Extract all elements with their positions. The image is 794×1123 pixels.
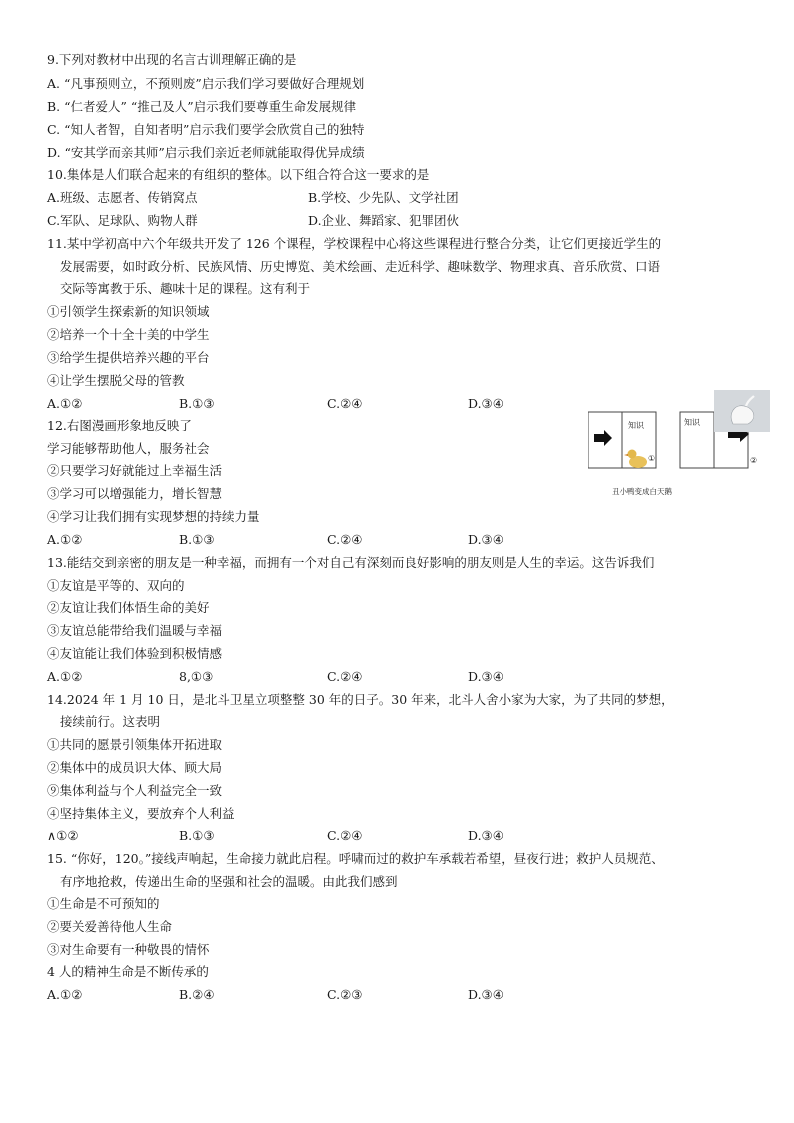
q15-option-d: D.③④ — [468, 987, 504, 1002]
q10-option-a: A.班级、志愿者、传销窝点 — [47, 190, 198, 205]
q9-option-b: B. “仁者爱人” “推己及人”启示我们要尊重生命发展规律 — [47, 99, 357, 114]
q9-option-d: D. “安其学而亲其师”启示我们亲近老师就能取得优异成绩 — [47, 145, 365, 160]
q12-option-c: C.②④ — [327, 532, 363, 547]
book-1-label: 知识 — [628, 421, 644, 430]
q15-stem-line-2: 有序地抢救，传递出生命的坚强和社会的温暖。由此我们感到 — [60, 874, 398, 889]
q11-item-4: ④让学生摆脱父母的管教 — [47, 373, 185, 388]
book-2-label: 知识 — [684, 418, 700, 427]
q12-option-a: A.①② — [47, 532, 83, 547]
figure-caption: 丑小鸭变成白天鹅 — [612, 487, 672, 496]
q15-option-a: A.①② — [47, 987, 83, 1002]
q14-item-1: ①共同的愿景引领集体开拓进取 — [47, 737, 223, 752]
q12-item-3: ③学习可以增强能力，增长智慧 — [47, 486, 223, 501]
q13-option-b: 8,①③ — [179, 669, 214, 684]
q10-option-d: D.企业、舞蹈家、犯罪团伙 — [308, 213, 460, 228]
q13-option-d: D.③④ — [468, 669, 504, 684]
swan-icon — [731, 406, 754, 424]
q11-stem-line-2: 发展需要，如时政分析、民族风情、历史博览、美术绘画、走近科学、趣味数学、物理求真、音乐欣赏、口语 — [60, 259, 661, 274]
q10-option-c: C.军队、足球队、购物人群 — [47, 213, 198, 228]
q11-option-a: A.①② — [47, 396, 83, 411]
q13-option-c: C.②④ — [327, 669, 363, 684]
q13-item-3: ③友谊总能带给我们温暖与幸福 — [47, 623, 223, 638]
q14-item-2: ②集体中的成员识大体、顾大局 — [47, 760, 223, 775]
q13-stem: 13.能结交到亲密的朋友是一种幸福，而拥有一个对自己有深刻而良好影响的朋友则是人生的幸运。这告诉我们 — [47, 555, 655, 570]
cartoon-drawing — [588, 390, 770, 486]
q10-stem: 10.集体是人们联合起来的有组织的整体。以下组合符合这一要求的是 — [47, 167, 430, 182]
q12-cartoon-figure — [588, 390, 770, 500]
q15-option-b: B.②④ — [179, 987, 215, 1002]
q12-item-4: ④学习让我们拥有实现梦想的持续力量 — [47, 509, 260, 524]
q12-item-2: ②只要学习好就能过上幸福生活 — [47, 463, 223, 478]
q11-option-d: D.③④ — [468, 396, 504, 411]
q9-stem: 9.下列对教材中出现的名言古训理解正确的是 — [47, 52, 297, 67]
q9-option-a: A. “凡事预则立，不预则废”启示我们学习要做好合理规划 — [47, 76, 365, 91]
q11-stem-line-3: 交际等寓教于乐、趣味十足的课程。这有利于 — [60, 281, 311, 296]
q11-item-3: ③给学生提供培养兴趣的平台 — [47, 350, 210, 365]
q13-item-2: ②友谊让我们体悟生命的美好 — [47, 600, 210, 615]
q15-item-3: ③对生命要有一种敬畏的情怀 — [47, 942, 210, 957]
q14-item-4: ④坚持集体主义，要放弃个人利益 — [47, 806, 235, 821]
q14-option-d: D.③④ — [468, 828, 504, 843]
q13-item-4: ④友谊能让我们体验到积极情感 — [47, 646, 223, 661]
marker-1: ① — [648, 454, 656, 463]
q11-option-b: B.①③ — [179, 396, 215, 411]
q14-stem-line-2: 接续前行。这表明 — [60, 714, 161, 729]
q9-option-c: C. “知人者智，自知者明”启示我们要学会欣赏自己的独特 — [47, 122, 365, 137]
q15-item-2: ②要关爱善待他人生命 — [47, 919, 173, 934]
q15-item-4: 4 人的精神生命是不断传承的 — [47, 964, 209, 979]
q12-item-1: 学习能够帮助他人，服务社会 — [47, 441, 210, 456]
q11-item-2: ②培养一个十全十美的中学生 — [47, 327, 210, 342]
q15-option-c: C.②③ — [327, 987, 363, 1002]
q11-option-c: C.②④ — [327, 396, 363, 411]
q12-option-b: B.①③ — [179, 532, 215, 547]
q13-item-1: ①友谊是平等的、双向的 — [47, 578, 185, 593]
q13-option-a: A.①② — [47, 669, 83, 684]
q12-stem: 12.右图漫画形象地反映了 — [47, 418, 192, 433]
q14-option-a: ∧①② — [47, 828, 79, 843]
q11-item-1: ①引领学生探索新的知识领域 — [47, 304, 210, 319]
q11-stem-line-1: 11.某中学初高中六个年级共开发了 126 个课程，学校课程中心将这些课程进行整合分类，让它们更接近学生的 — [47, 236, 662, 251]
marker-2: ② — [750, 456, 758, 465]
q15-item-1: ①生命是不可预知的 — [47, 896, 160, 911]
q14-item-3: ⑨集体利益与个人利益完全一致 — [47, 783, 223, 798]
q10-option-b: B.学校、少先队、文学社团 — [308, 190, 459, 205]
q12-option-d: D.③④ — [468, 532, 504, 547]
q14-option-b: B.①③ — [179, 828, 215, 843]
q14-stem-line-1: 14.2024 年 1 月 10 日，是北斗卫星立项整整 30 年的日子。30 年来，北斗人舍小家为大家，为了共同的梦想， — [47, 692, 674, 707]
q15-stem-line-1: 15. “你好，120。”接线声响起，生命接力就此启程。呼啸而过的救护车承载若希望，昼夜行进；救护人员规范、 — [47, 851, 664, 866]
q14-option-c: C.②④ — [327, 828, 363, 843]
